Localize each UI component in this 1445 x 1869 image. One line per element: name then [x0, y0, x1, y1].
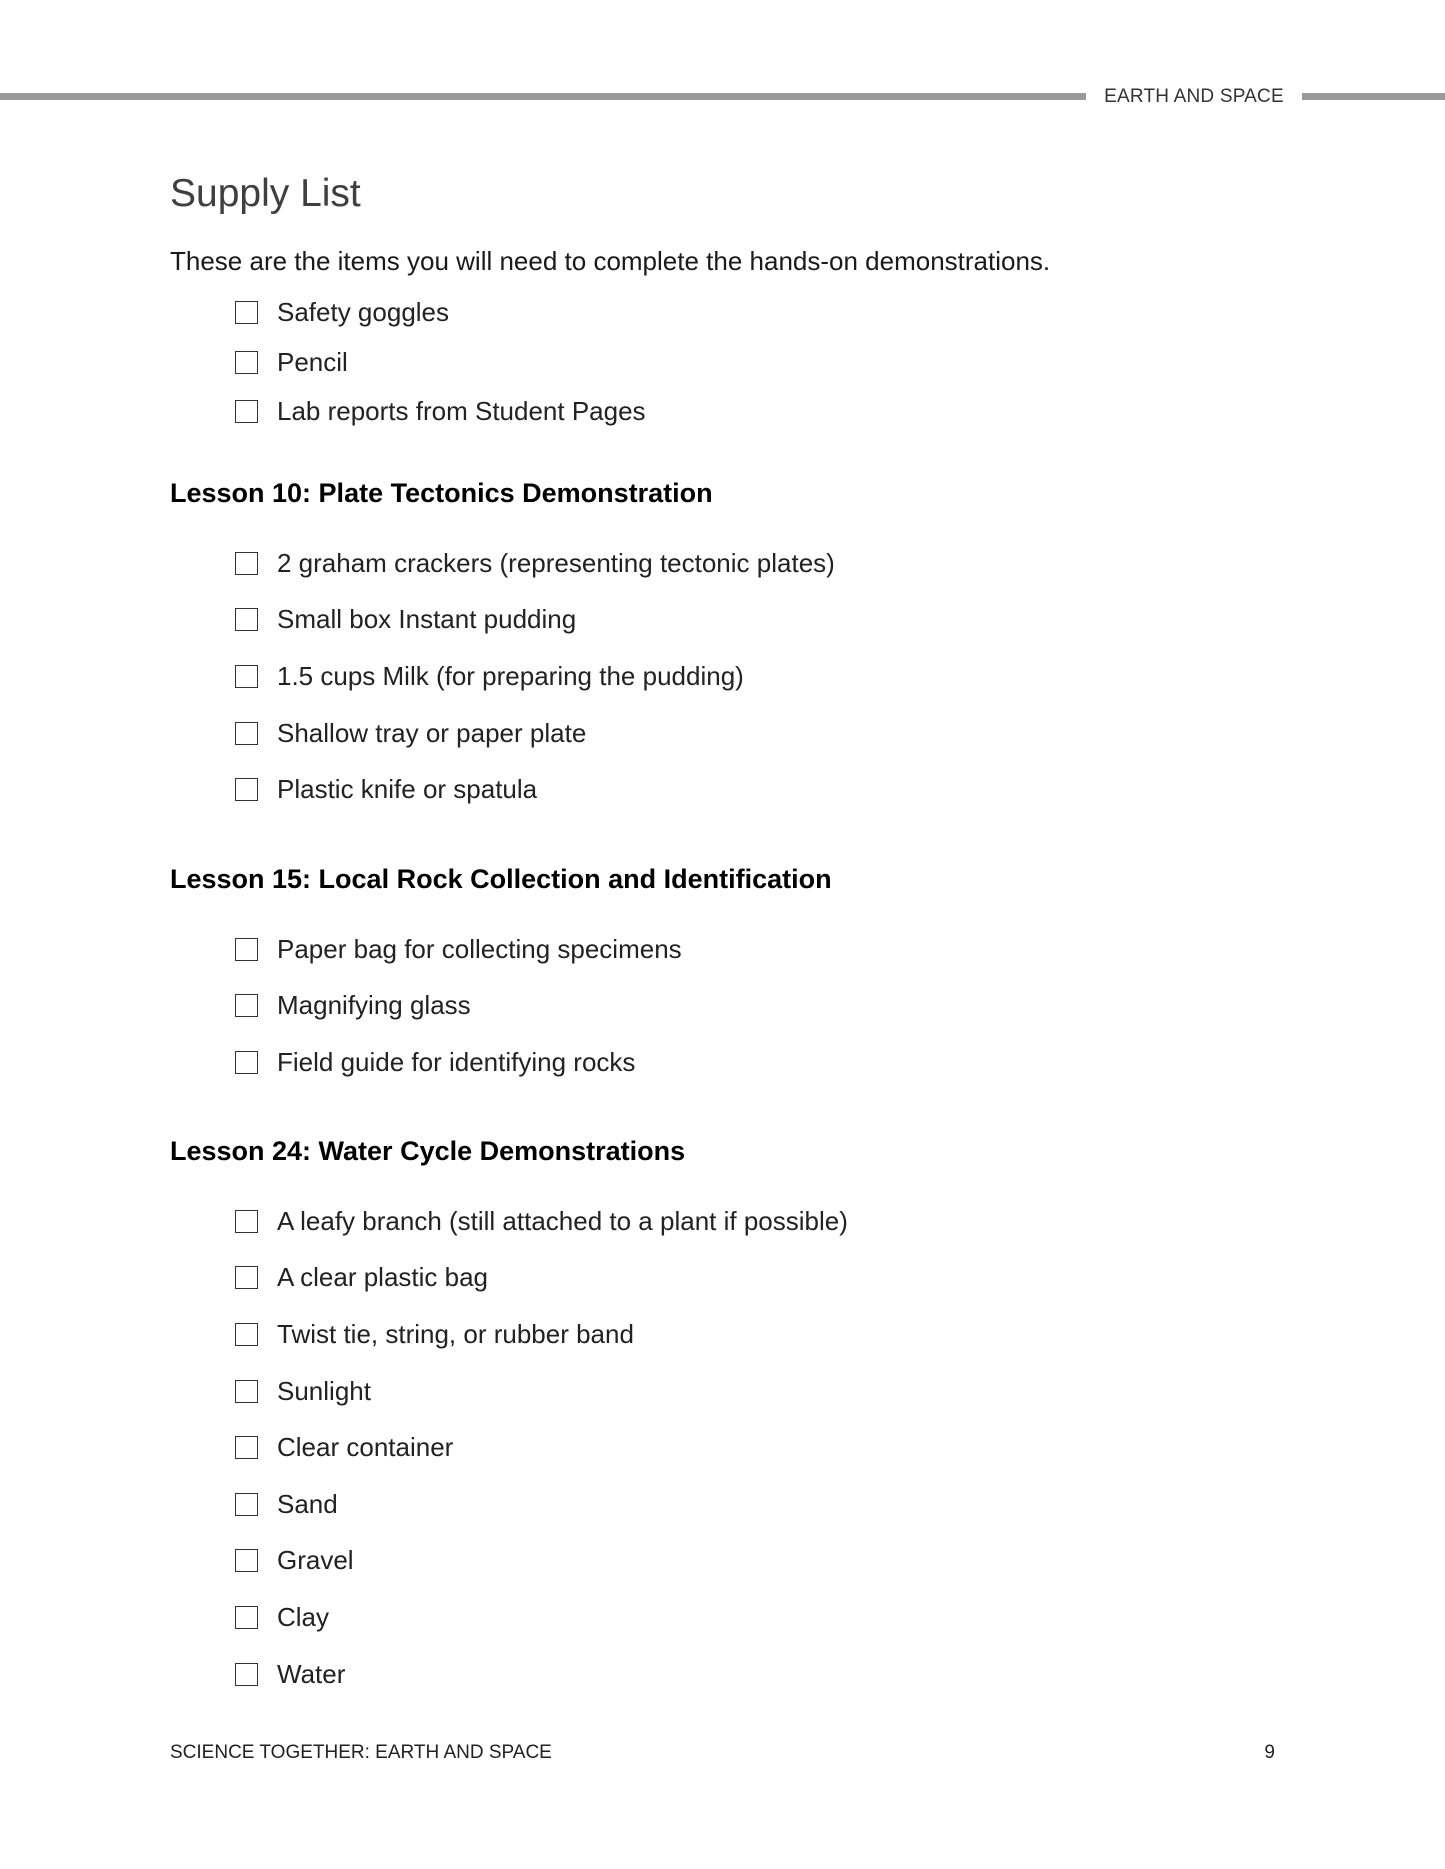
checkbox-icon[interactable]: [235, 1266, 258, 1289]
checklist-item[interactable]: [235, 1646, 848, 1703]
checkbox-icon[interactable]: [235, 665, 258, 688]
checkbox-icon[interactable]: [235, 938, 258, 961]
checklist-item[interactable]: [235, 648, 835, 705]
checklist-item-label: 1.5 cups Milk (for preparing the pudding): [277, 660, 744, 691]
section-heading-lesson-10: Lesson 10: Plate Tectonics Demonstration: [170, 478, 713, 508]
checkbox-icon[interactable]: [235, 1323, 258, 1346]
checklist-item[interactable]: [235, 1034, 682, 1091]
checklist-item-label: Small box Instant pudding: [277, 604, 577, 635]
checklist-item-label: Sunlight: [277, 1375, 371, 1406]
checklist-item-label: Water: [277, 1658, 346, 1689]
checklist-item[interactable]: [235, 535, 835, 592]
checklist-item[interactable]: [235, 978, 682, 1035]
footer-page-number: 9: [1264, 1742, 1275, 1763]
checkbox-icon[interactable]: [235, 1549, 258, 1572]
checklist-item-label: 2 graham crackers (representing tectonic plates): [277, 547, 835, 578]
checklist-item[interactable]: [235, 1533, 848, 1590]
checkbox-icon[interactable]: [235, 1606, 258, 1629]
checklist-item[interactable]: [235, 338, 646, 388]
checklist-item[interactable]: [235, 1193, 848, 1250]
checklist-item-label: Shallow tray or paper plate: [277, 717, 587, 748]
checkbox-icon[interactable]: [235, 1436, 258, 1459]
section-heading-lesson-24: Lesson 24: Water Cycle Demonstrations: [170, 1136, 686, 1166]
checklist-item[interactable]: [235, 1250, 848, 1307]
checklist-item-label: A clear plastic bag: [277, 1262, 489, 1293]
checklist-item[interactable]: [235, 705, 835, 762]
checkbox-icon[interactable]: [235, 722, 258, 745]
checklist-item-label: Sand: [277, 1488, 338, 1519]
checklist-item[interactable]: [235, 1476, 848, 1533]
checklist-item-label: Pencil: [277, 346, 348, 377]
checkbox-icon[interactable]: [235, 1493, 258, 1516]
header-rule-right: [1302, 93, 1445, 100]
intro-text: These are the items you will need to complete the hands-on demonstrations.: [170, 246, 1051, 276]
checkbox-icon[interactable]: [235, 1051, 258, 1074]
page-title: Supply List: [170, 172, 361, 215]
checklist-item[interactable]: [235, 921, 682, 978]
checkbox-icon[interactable]: [235, 301, 258, 324]
checklist-item-label: Lab reports from Student Pages: [277, 396, 646, 427]
checklist-item[interactable]: [235, 592, 835, 649]
checklist-item-label: Twist tie, string, or rubber band: [277, 1318, 634, 1349]
checklist-item-label: Safety goggles: [277, 297, 450, 328]
footer-book-title: SCIENCE TOGETHER: EARTH AND SPACE: [170, 1742, 552, 1763]
checkbox-icon[interactable]: [235, 778, 258, 801]
header-section-label: EARTH AND SPACE: [1104, 86, 1284, 107]
header-rule-left: [0, 93, 1086, 100]
lesson-24-checklist: [235, 1193, 848, 1702]
checklist-item-label: A leafy branch (still attached to a plant if possible): [277, 1205, 848, 1236]
checklist-item-label: Clear container: [277, 1432, 454, 1463]
checklist-item-label: Field guide for identifying rocks: [277, 1046, 636, 1077]
checkbox-icon[interactable]: [235, 400, 258, 423]
checklist-item-label: Clay: [277, 1601, 330, 1632]
checklist-item[interactable]: [235, 1419, 848, 1476]
general-supply-checklist: [235, 288, 646, 437]
checklist-item-label: Paper bag for collecting specimens: [277, 933, 682, 964]
checkbox-icon[interactable]: [235, 994, 258, 1017]
checkbox-icon[interactable]: [235, 351, 258, 374]
checklist-item[interactable]: [235, 288, 646, 338]
checklist-item[interactable]: [235, 1363, 848, 1420]
lesson-10-checklist: [235, 535, 835, 818]
section-heading-lesson-15: Lesson 15: Local Rock Collection and Identification: [170, 864, 832, 894]
checkbox-icon[interactable]: [235, 1663, 258, 1686]
checkbox-icon[interactable]: [235, 1380, 258, 1403]
checklist-item[interactable]: [235, 387, 646, 437]
checklist-item-label: Plastic knife or spatula: [277, 774, 538, 805]
lesson-15-checklist: [235, 921, 682, 1091]
checkbox-icon[interactable]: [235, 1210, 258, 1233]
checklist-item-label: Magnifying glass: [277, 990, 471, 1021]
checklist-item-label: Gravel: [277, 1545, 354, 1576]
checklist-item[interactable]: [235, 1306, 848, 1363]
checklist-item[interactable]: [235, 1589, 848, 1646]
checkbox-icon[interactable]: [235, 608, 258, 631]
checklist-item[interactable]: [235, 761, 835, 818]
checkbox-icon[interactable]: [235, 552, 258, 575]
